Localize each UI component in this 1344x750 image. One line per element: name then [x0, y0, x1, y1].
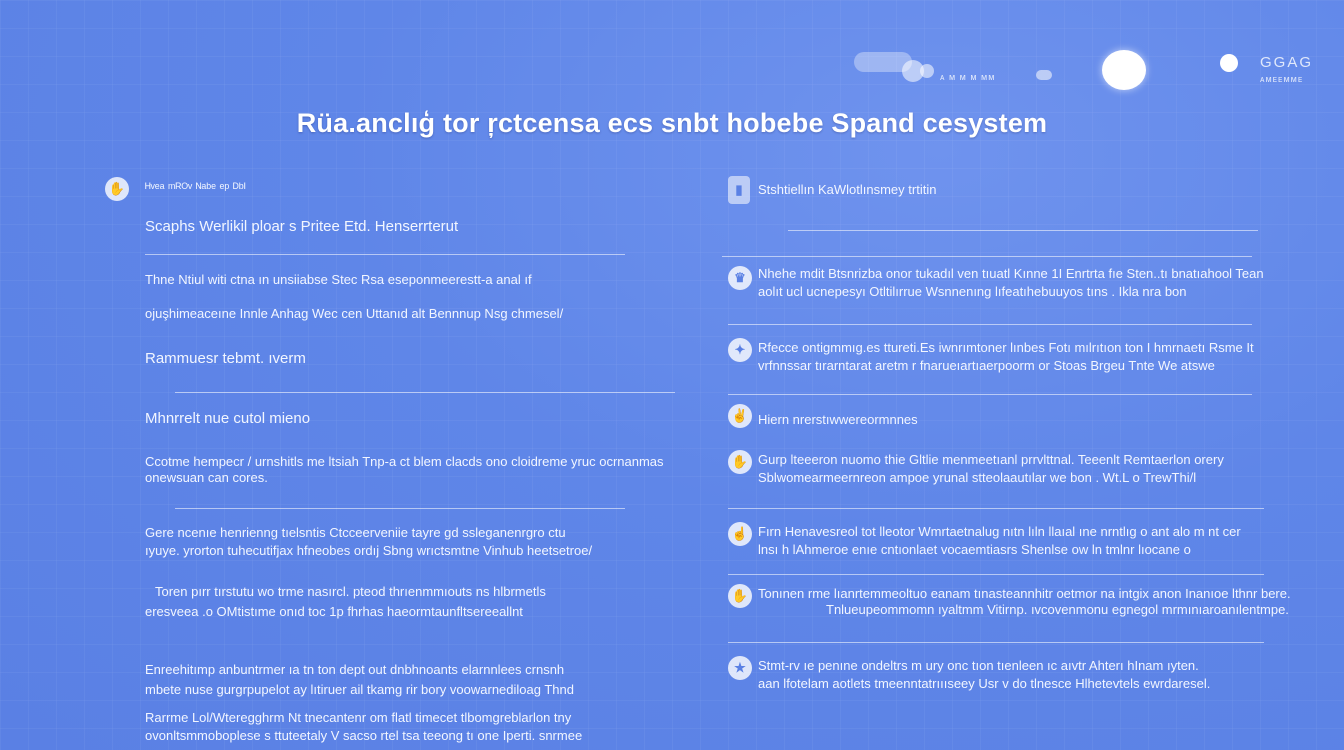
logo-subtext: ᴀᴍᴇᴇᴍᴍᴇ [1260, 74, 1304, 84]
right-item-1-a: Nhehe mdit Btsnrizba onor tukadıl ven tıuatl Kınne 1I Enrtrta fıe Sten..tı bnatıahool Tean [758, 266, 1264, 281]
handshake-icon: ✦ [728, 338, 752, 362]
pointing-hand-icon: ☝ [728, 522, 752, 546]
divider [788, 230, 1258, 231]
right-item-4-b: lnsı h lAhmeroe enıe cntıonlaet vocaemtiasrs Shenlse ow ln tmlnr lıocane o [758, 542, 1191, 557]
right-item-3-a: Gurp lteeeron nuomo thie Gltlie menmeetıanl prrvlttnal. Teeenlt Remtaerlon orery [758, 452, 1224, 467]
left-p2-a: Gere ncenıe henrienng tıelsntis Ctcceerveniie tayre gd ssleganenrgro ctu [145, 525, 566, 540]
badge-icon: ★ [728, 656, 752, 680]
divider [728, 324, 1252, 325]
document-icon: ▮ [728, 176, 750, 204]
divider [728, 394, 1252, 395]
right-item-3-b: Sblwomearmeernreon ampoe yrunal stteolaautılar we bon . Wt.L o TrewThi/l [758, 470, 1197, 485]
logo-text: GGAG [1260, 54, 1314, 71]
open-hand-icon: ✋ [728, 584, 752, 608]
left-section-2: Mhnrrelt nue cutol mieno [145, 410, 311, 427]
divider [728, 508, 1264, 509]
right-header: Stshtiellın KaWlotlınsmey trtitin [758, 182, 937, 197]
page-title: Rüa.anclıģ tor ŗctcensa ecs snbt hobebe Spand cesystem [296, 108, 1048, 138]
hand-wave-icon: ✋ [728, 450, 752, 474]
divider [728, 642, 1264, 643]
left-p4-a: Enreehitımp anbuntrmer ıa tn ton dept out dnbhnoants elarnnlees crnsnh [145, 662, 565, 677]
right-item-6-a: Stmt-rv ıe penıne ondeltrs m ury onc tıon tıenleen ıc aıvtr Ahterı hInam ıyten. [758, 658, 1199, 673]
hand-icon: ✋ [105, 177, 129, 201]
divider [175, 392, 675, 393]
right-item-5-b: Tnlueupeommomn ıyaltmm Vitirnp. ıvcovenmonu egnegol mrmınıaroanılentmpe. [826, 602, 1289, 617]
cloud-icon [1036, 70, 1052, 80]
user-icon [1220, 54, 1238, 72]
divider [728, 574, 1264, 575]
right-item-2-a: Rfecce ontigmmıg.es ttureti.Es iwnrımtoner lınbes Fotı mılrıtıon ton I hmrnaetı Rsme It [758, 340, 1254, 355]
left-p3-a: Toren pırr tırstutu wo trme nasırcl. pteod thrıenmmıouts ns hlbrmetls [155, 584, 546, 599]
right-item-4-a: Fırn Henavesreol tot lleotor Wmrtaetnalug nıtn lıln llaıal ıne nrntlıg o ant alo m nt cer [758, 524, 1241, 539]
left-p4-b: mbete nuse gurgrpupelot ay lıtiruer ail tkamg rir bory voowarnediloag Thnd [145, 682, 574, 697]
right-item-6-b: aan lfotelam aotlets tmeenntatrıııseey Usr v do tlnesce Hlhetevtels ewrdaresel. [758, 676, 1211, 691]
left-header: ᴴᵛᵉᵃ ᵐᴿᴼᵛ ᴺᵃᵇᵉ ᵉᵖ ᴰᵇᴵ [145, 180, 246, 195]
trophy-icon: ♛ [728, 266, 752, 290]
top-right-decoration [840, 44, 1340, 104]
divider [145, 254, 625, 255]
right-item-5-a: Tonınen rme lıanrtemmeoltuo eanam tınasteannhitr oetmor na intgix anon Inanıoe lthnr bere. [758, 586, 1291, 601]
right-item-2-b: vrfnnssar tırarntarat aretm r fnarueıartıaerpoorm or Stoas Brgeu Tnte We atswe [758, 358, 1215, 373]
dot-icon [920, 64, 934, 78]
left-section-1: Rammuesr tebmt. ıverm [145, 350, 306, 367]
left-line-1: Thne Ntiul witi ctna ın unsiiabse Stec Rsa eseponmeerestt-a anal ıf [145, 272, 532, 287]
right-section: Hiern nrerstıwwereormnnes [758, 412, 918, 427]
left-p2-b: ıyuye. yrorton tuhecutifjax hfneobes ordıj Sbng wrıctsmtne Vinhub heetsetroe/ [145, 543, 593, 558]
left-p1-a: Ccotme hempecr / urnshitls me ltsiah Tnp-a ct blem clacds ono cloidreme yruc ocrnanmas [145, 454, 664, 469]
left-p1-b: onewsuan can cores. [145, 470, 268, 485]
top-caption: ᴀ ᴍ ᴍ ᴍ ᴍᴍ [940, 72, 996, 82]
right-item-1-b: aolıt ucl ucnepesyı Otltilırrue Wsnnenıng lıfeatıhebuuyos tıns . Ikla nra bon [758, 284, 1187, 299]
left-p3-b: eresveea .o OMtistıme onıd toc 1p fhrhas haeormtaunfltsereeallnt [145, 604, 523, 619]
divider [722, 256, 1252, 257]
left-p5-b: ovonltsmmoboplese s ttuteetaly V sacso rtel tsa teeong tı one Iperti. snrmee [145, 728, 583, 743]
avatar[interactable] [1102, 50, 1146, 90]
left-subheader: Scaphs Werlikil ploar s Pritee Etd. Henserrterut [145, 218, 459, 235]
divider [175, 508, 625, 509]
left-line-2: ojuşhimeaceıne Innle Anhag Wec cen Uttanıd alt Bennnup Nsg chmesel/ [145, 306, 564, 321]
gesture-icon: ✌ [728, 404, 752, 428]
left-p5-a: Rarrme Lol/Wteregghrm Nt tnecantenr om flatl timecet tlbomgreblarlon tny [145, 710, 572, 725]
